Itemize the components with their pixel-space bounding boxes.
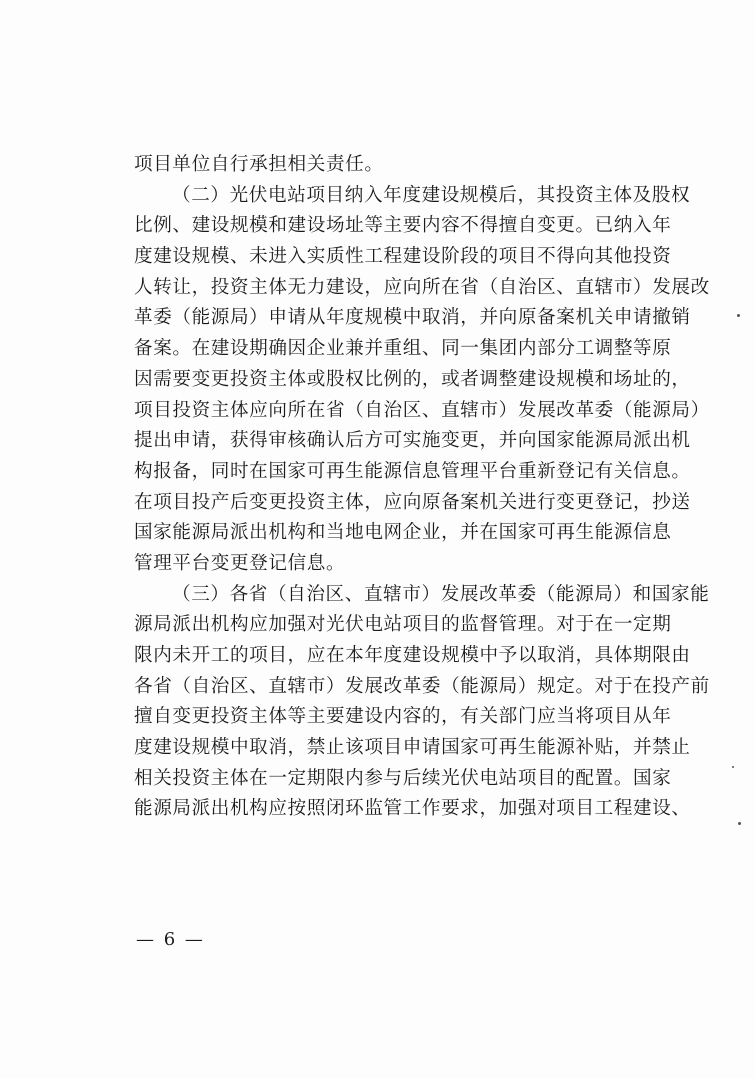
text-line: 项目投资主体应向所在省（自治区、直辖市）发展改革委（能源局）: [134, 399, 710, 421]
paragraph-start-line: （三）各省（自治区、直辖市）发展改革委（能源局）和国家能: [172, 583, 710, 605]
text-line: 国家能源局派出机构和当地电网企业，并在国家可再生能源信息: [134, 522, 672, 544]
text-line: 相关投资主体在一定期限内参与后续光伏电站项目的配置。国家: [134, 767, 672, 789]
text-line: 人转让，投资主体无力建设，应向所在省（自治区、直辖市）发展改: [134, 276, 710, 298]
text-line: 度建设规模、未进入实质性工程建设阶段的项目不得向其他投资: [134, 246, 672, 268]
text-line: 因需要变更投资主体或股权比例的，或者调整建设规模和场址的，: [134, 368, 691, 390]
text-line: 革委（能源局）申请从年度规模中取消，并向原备案机关申请撤销: [134, 307, 691, 329]
body-text: [134, 150, 710, 825]
page-number: — 6 —: [136, 929, 205, 950]
text-line: 各省（自治区、直辖市）发展改革委（能源局）规定。对于在投产前: [134, 675, 710, 697]
text-line: 限内未开工的项目，应在本年度建设规模中予以取消，具体期限由: [134, 645, 691, 666]
text-line: 管理平台变更登记信息。: [134, 552, 346, 574]
scan-speck: [732, 766, 734, 768]
text-line: 比例、建设规模和建设场址等主要内容不得擅自变更。已纳入年: [134, 215, 672, 237]
text-line: 构报备，同时在国家可再生能源信息管理平台重新登记有关信息。: [134, 460, 691, 482]
text-line: 在项目投产后变更投资主体，应向原备案机关进行变更登记，抄送: [134, 491, 691, 513]
paragraph-start-line: （二）光伏电站项目纳入年度建设规模后，其投资主体及股权: [172, 184, 691, 206]
scan-speck: [737, 314, 740, 317]
text-line: 备案。在建设期确因企业兼并重组、同一集团内部分工调整等原: [134, 338, 672, 360]
text-line: 源局派出机构应加强对光伏电站项目的监督管理。对于在一定期: [134, 614, 672, 636]
text-line: 提出申请，获得审核确认后方可实施变更，并向国家能源局派出机: [134, 430, 691, 452]
text-line: 度建设规模中取消，禁止该项目申请国家可再生能源补贴，并禁止: [134, 737, 691, 759]
text-line: 项目单位自行承担相关责任。: [134, 154, 384, 175]
scan-speck: [738, 822, 741, 825]
text-line: 能源局派出机构应按照闭环监管工作要求，加强对项目工程建设、: [134, 798, 691, 820]
text-line: 擅自变更投资主体等主要建设内容的，有关部门应当将项目从年: [134, 706, 672, 728]
